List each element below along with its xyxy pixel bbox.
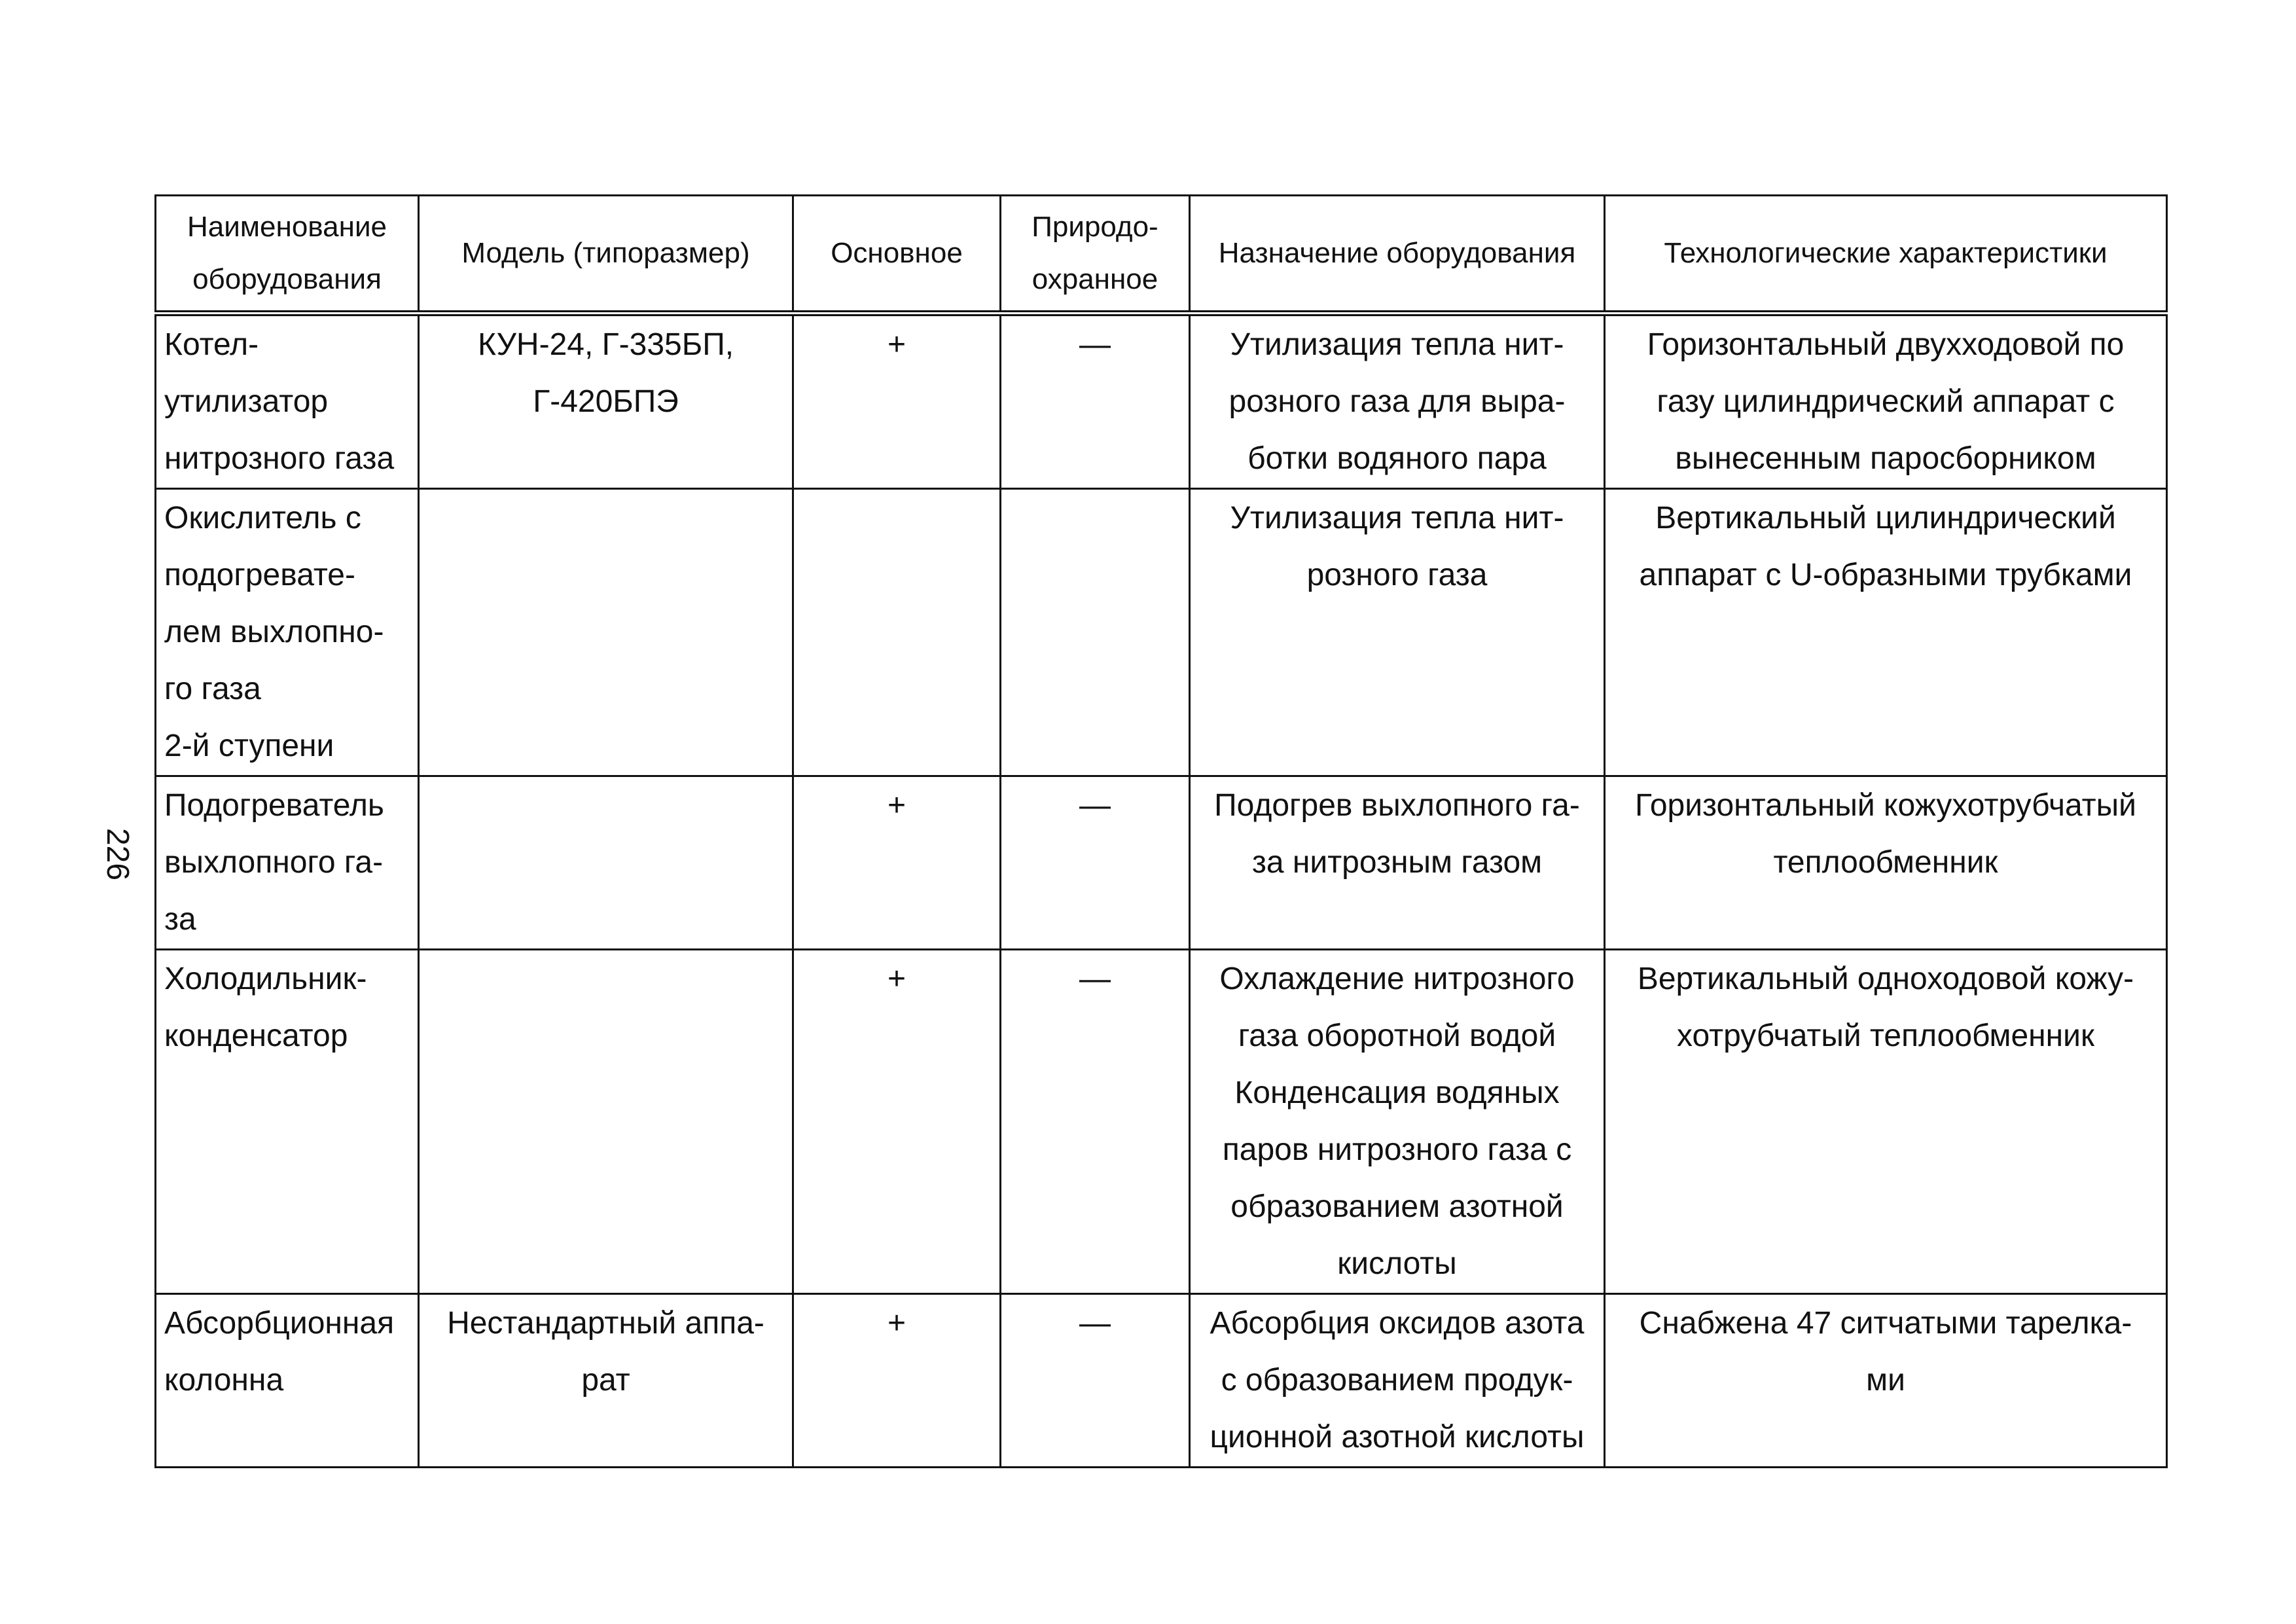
- cell-specs: Горизонтальный кожухотрубчатый теплообменник: [1605, 776, 2167, 950]
- table-row: [156, 776, 2167, 950]
- table-row: [156, 1294, 2167, 1468]
- cell-environmental: —: [1001, 950, 1190, 1294]
- cell-specs: Вертикальный цилиндрический аппарат с U-образными трубками: [1605, 489, 2167, 776]
- cell-name: Абсорбционная колонна: [156, 1294, 419, 1468]
- cell-main: [793, 489, 1001, 776]
- header-purpose: Назначение оборудования: [1190, 196, 1605, 314]
- cell-name: Котел- утилизатор нитрозного газа: [156, 314, 419, 489]
- cell-specs: Вертикальный одноходовой кожу- хотрубчатый теплообменник: [1605, 950, 2167, 1294]
- header-equipment-name: Наименование оборудования: [156, 196, 419, 314]
- table-row: [156, 950, 2167, 1294]
- cell-specs: Снабжена 47 ситчатыми тарелка- ми: [1605, 1294, 2167, 1468]
- header-specs: Технологические характеристики: [1605, 196, 2167, 314]
- page-number: 226: [100, 827, 135, 881]
- table-row: [156, 314, 2167, 489]
- cell-environmental: —: [1001, 314, 1190, 489]
- header-main: Основное: [793, 196, 1001, 314]
- header-model: Модель (типоразмер): [419, 196, 793, 314]
- cell-name: Подогреватель выхлопного га- за: [156, 776, 419, 950]
- cell-model: КУН-24, Г-335БП, Г-420БПЭ: [419, 314, 793, 489]
- cell-purpose: Охлаждение нитрозного газа оборотной водой Конденсация водяных паров нитрозного газа с образованием азотной кислоты: [1190, 950, 1605, 1294]
- cell-model: [419, 776, 793, 950]
- cell-name: Холодильник- конденсатор: [156, 950, 419, 1294]
- cell-environmental: [1001, 489, 1190, 776]
- equipment-table: [154, 194, 2168, 1468]
- cell-purpose: Подогрев выхлопного га- за нитрозным газом: [1190, 776, 1605, 950]
- cell-purpose: Утилизация тепла нит- розного газа для выра- ботки водяного пара: [1190, 314, 1605, 489]
- cell-main: +: [793, 950, 1001, 1294]
- table-row: [156, 489, 2167, 776]
- cell-purpose: Абсорбция оксидов азота с образованием продук- ционной азотной кислоты: [1190, 1294, 1605, 1468]
- cell-model: [419, 489, 793, 776]
- cell-main: +: [793, 776, 1001, 950]
- cell-environmental: —: [1001, 776, 1190, 950]
- cell-main: +: [793, 314, 1001, 489]
- cell-main: +: [793, 1294, 1001, 1468]
- cell-name: Окислитель с подогревате- лем выхлопно- го газа 2-й ступени: [156, 489, 419, 776]
- cell-specs: Горизонтальный двухходовой по газу цилиндрический аппарат с вынесенным паросборником: [1605, 314, 2167, 489]
- cell-environmental: —: [1001, 1294, 1190, 1468]
- cell-purpose: Утилизация тепла нит- розного газа: [1190, 489, 1605, 776]
- cell-model: Нестандартный аппа- рат: [419, 1294, 793, 1468]
- cell-model: [419, 950, 793, 1294]
- header-environmental: Природо- охранное: [1001, 196, 1190, 314]
- table-header-row: [156, 196, 2167, 314]
